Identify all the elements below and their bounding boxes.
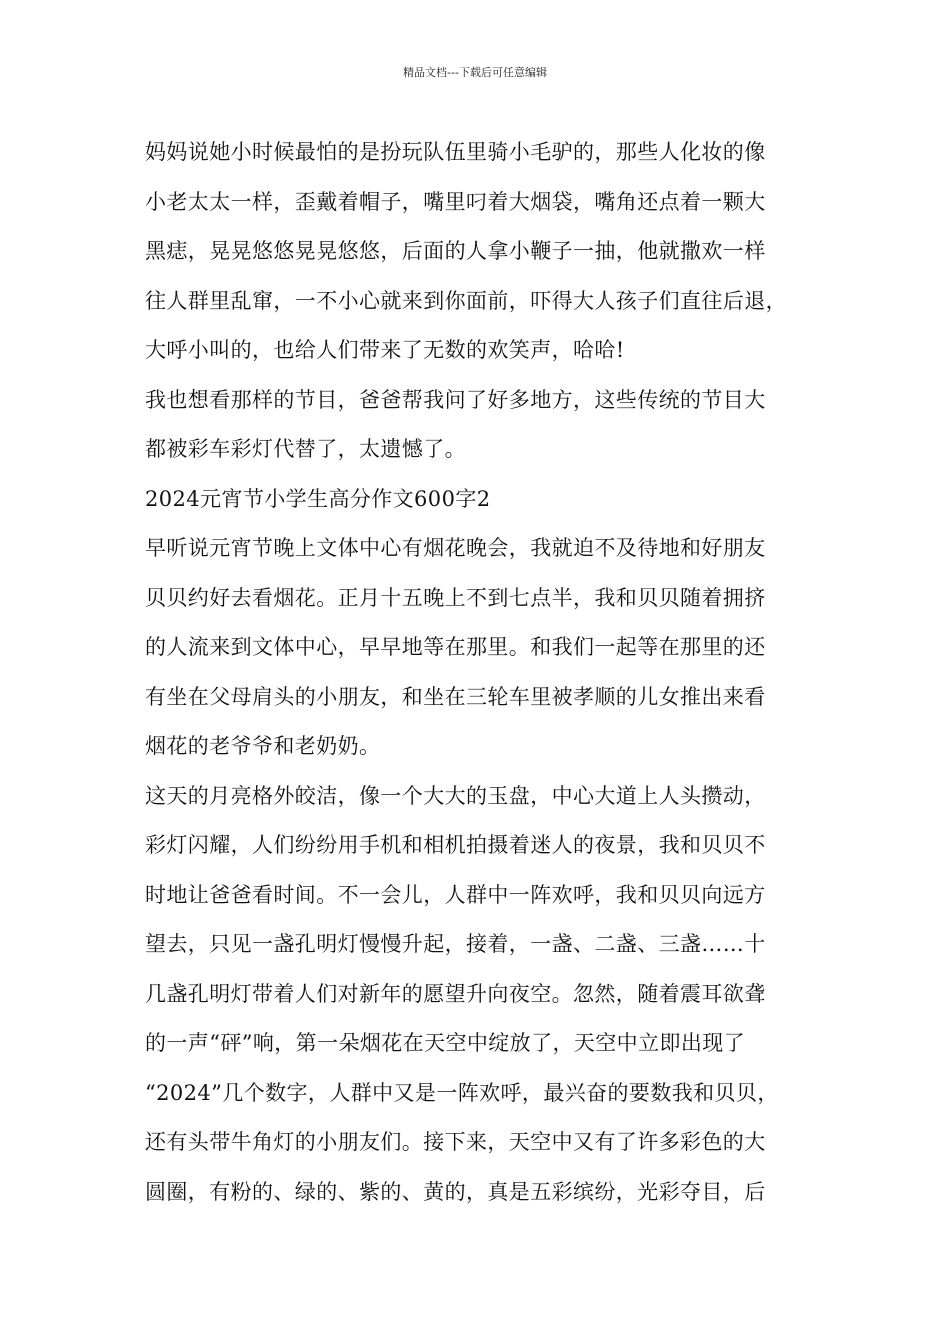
text-line: 妈妈说她小时候最怕的是扮玩队伍里骑小毛驴的，那些人化妆的像: [145, 140, 766, 164]
text-line: 圆圈，有粉的、绿的、紫的、黄的，真是五彩缤纷，光彩夺目，后: [145, 1179, 766, 1204]
text-line: 这天的月亮格外皎洁，像一个大大的玉盘，中心大道上人头攒动，: [145, 783, 766, 808]
document-body: [145, 128, 835, 1217]
text-line: 的一声“砰”响，第一朵烟花在天空中绽放了，天空中立即出现了: [145, 1031, 746, 1055]
text-line: 早听说元宵节晚上文体中心有烟花晚会，我就迫不及待地和好朋友: [145, 536, 766, 560]
text-line: 小老太太一样，歪戴着帽子，嘴里叼着大烟袋，嘴角还点着一颗大: [145, 189, 766, 214]
text-line: 往人群里乱窜，一不小心就来到你面前，吓得大人孩子们直往后退，: [145, 288, 787, 313]
section-heading: 2024元宵节小学生高分作文600字2: [145, 486, 491, 511]
text-line: 望去，只见一盏孔明灯慢慢升起，接着，一盏、二盏、三盏……十: [145, 932, 766, 956]
text-line: 大呼小叫的，也给人们带来了无数的欢笑声，哈哈!: [145, 338, 625, 362]
text-line: 彩灯闪耀，人们纷纷用手机和相机拍摄着迷人的夜景，我和贝贝不: [145, 833, 766, 857]
text-line: 贝贝约好去看烟花。正月十五晚上不到七点半，我和贝贝随着拥挤: [145, 585, 766, 610]
text-line: 几盏孔明灯带着人们对新年的愿望升向夜空。忽然，随着震耳欲聋: [145, 981, 766, 1006]
text-line: 都被彩车彩灯代替了，太遗憾了。: [145, 437, 466, 461]
text-line: 烟花的老爷爷和老奶奶。: [145, 734, 381, 758]
text-line: 黑痣，晃晃悠悠晃晃悠悠，后面的人拿小鞭子一抽，他就撒欢一样: [145, 239, 766, 263]
text-line: 有坐在父母肩头的小朋友，和坐在三轮车里被孝顺的儿女推出来看: [145, 684, 766, 709]
text-line: 还有头带牛角灯的小朋友们。接下来，天空中又有了许多彩色的大: [145, 1130, 766, 1154]
page-header: 精品文档---下载后可任意编辑: [403, 66, 547, 79]
text-line: 的人流来到文体中心，早早地等在那里。和我们一起等在那里的还: [145, 635, 766, 659]
text-line: 时地让爸爸看时间。不一会儿，人群中一阵欢呼，我和贝贝向远方: [145, 882, 766, 907]
text-line: “2024”几个数字，人群中又是一阵欢呼，最兴奋的要数我和贝贝，: [145, 1080, 779, 1105]
text-line: 我也想看那样的节目，爸爸帮我问了好多地方，这些传统的节目大: [145, 387, 766, 412]
